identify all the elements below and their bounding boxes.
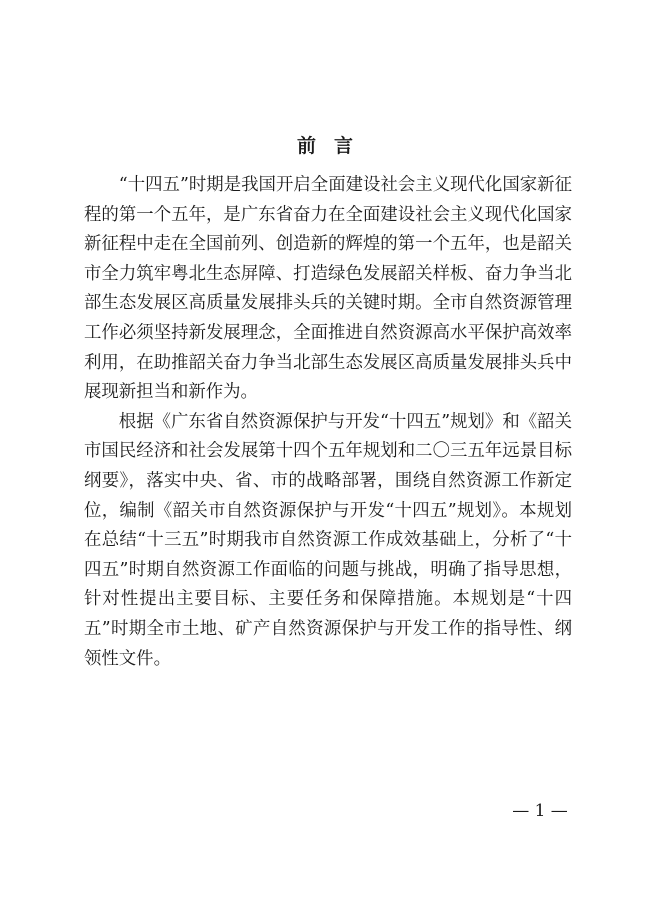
paragraph-basis: 根据《广东省自然资源保护与开发“十四五”规划》和《韶关市国民经济和社会发展第十四个五年规划和二〇三五年远景目标纲要》，落实中央、省、市的战略部署，围绕自然资源工作新定位，编制《韶关市自然资源保护与开发“十四五”规划》。本规划在总结“十三五”时期我市自然资源工作成效基础上，分析了“十四五”时期自然资源工作面临的问题与挑战，明确了指导思想，针对性提出主要目标、主要任务和保障措施。本规划是“十四五”时期全市土地、矿产自然资源保护与开发工作的指导性、纲领性文件。 (84, 411, 572, 669)
body-text (84, 171, 572, 674)
paragraph-intro: “十四五”时期是我国开启全面建设社会主义现代化国家新征程的第一个五年，是广东省奋力在全面建设社会主义现代化国家新征程中走在全国前列、创造新的辉煌的第一个五年，也是韶关市全力筑牢粤北生态屏障、打造绿色发展韶关样板、奋力争当北部生态发展区高质量发展排头兵的关键时期。全市自然资源管理工作必须坚持新发展理念，全面推进自然资源高水平保护高效率利用，在助推韶关奋力争当北部生态发展区高质量发展排头兵中展现新担当和新作为。 (84, 175, 572, 403)
page-title: 前言 (296, 134, 371, 157)
page-number: — 1 — (512, 801, 568, 821)
